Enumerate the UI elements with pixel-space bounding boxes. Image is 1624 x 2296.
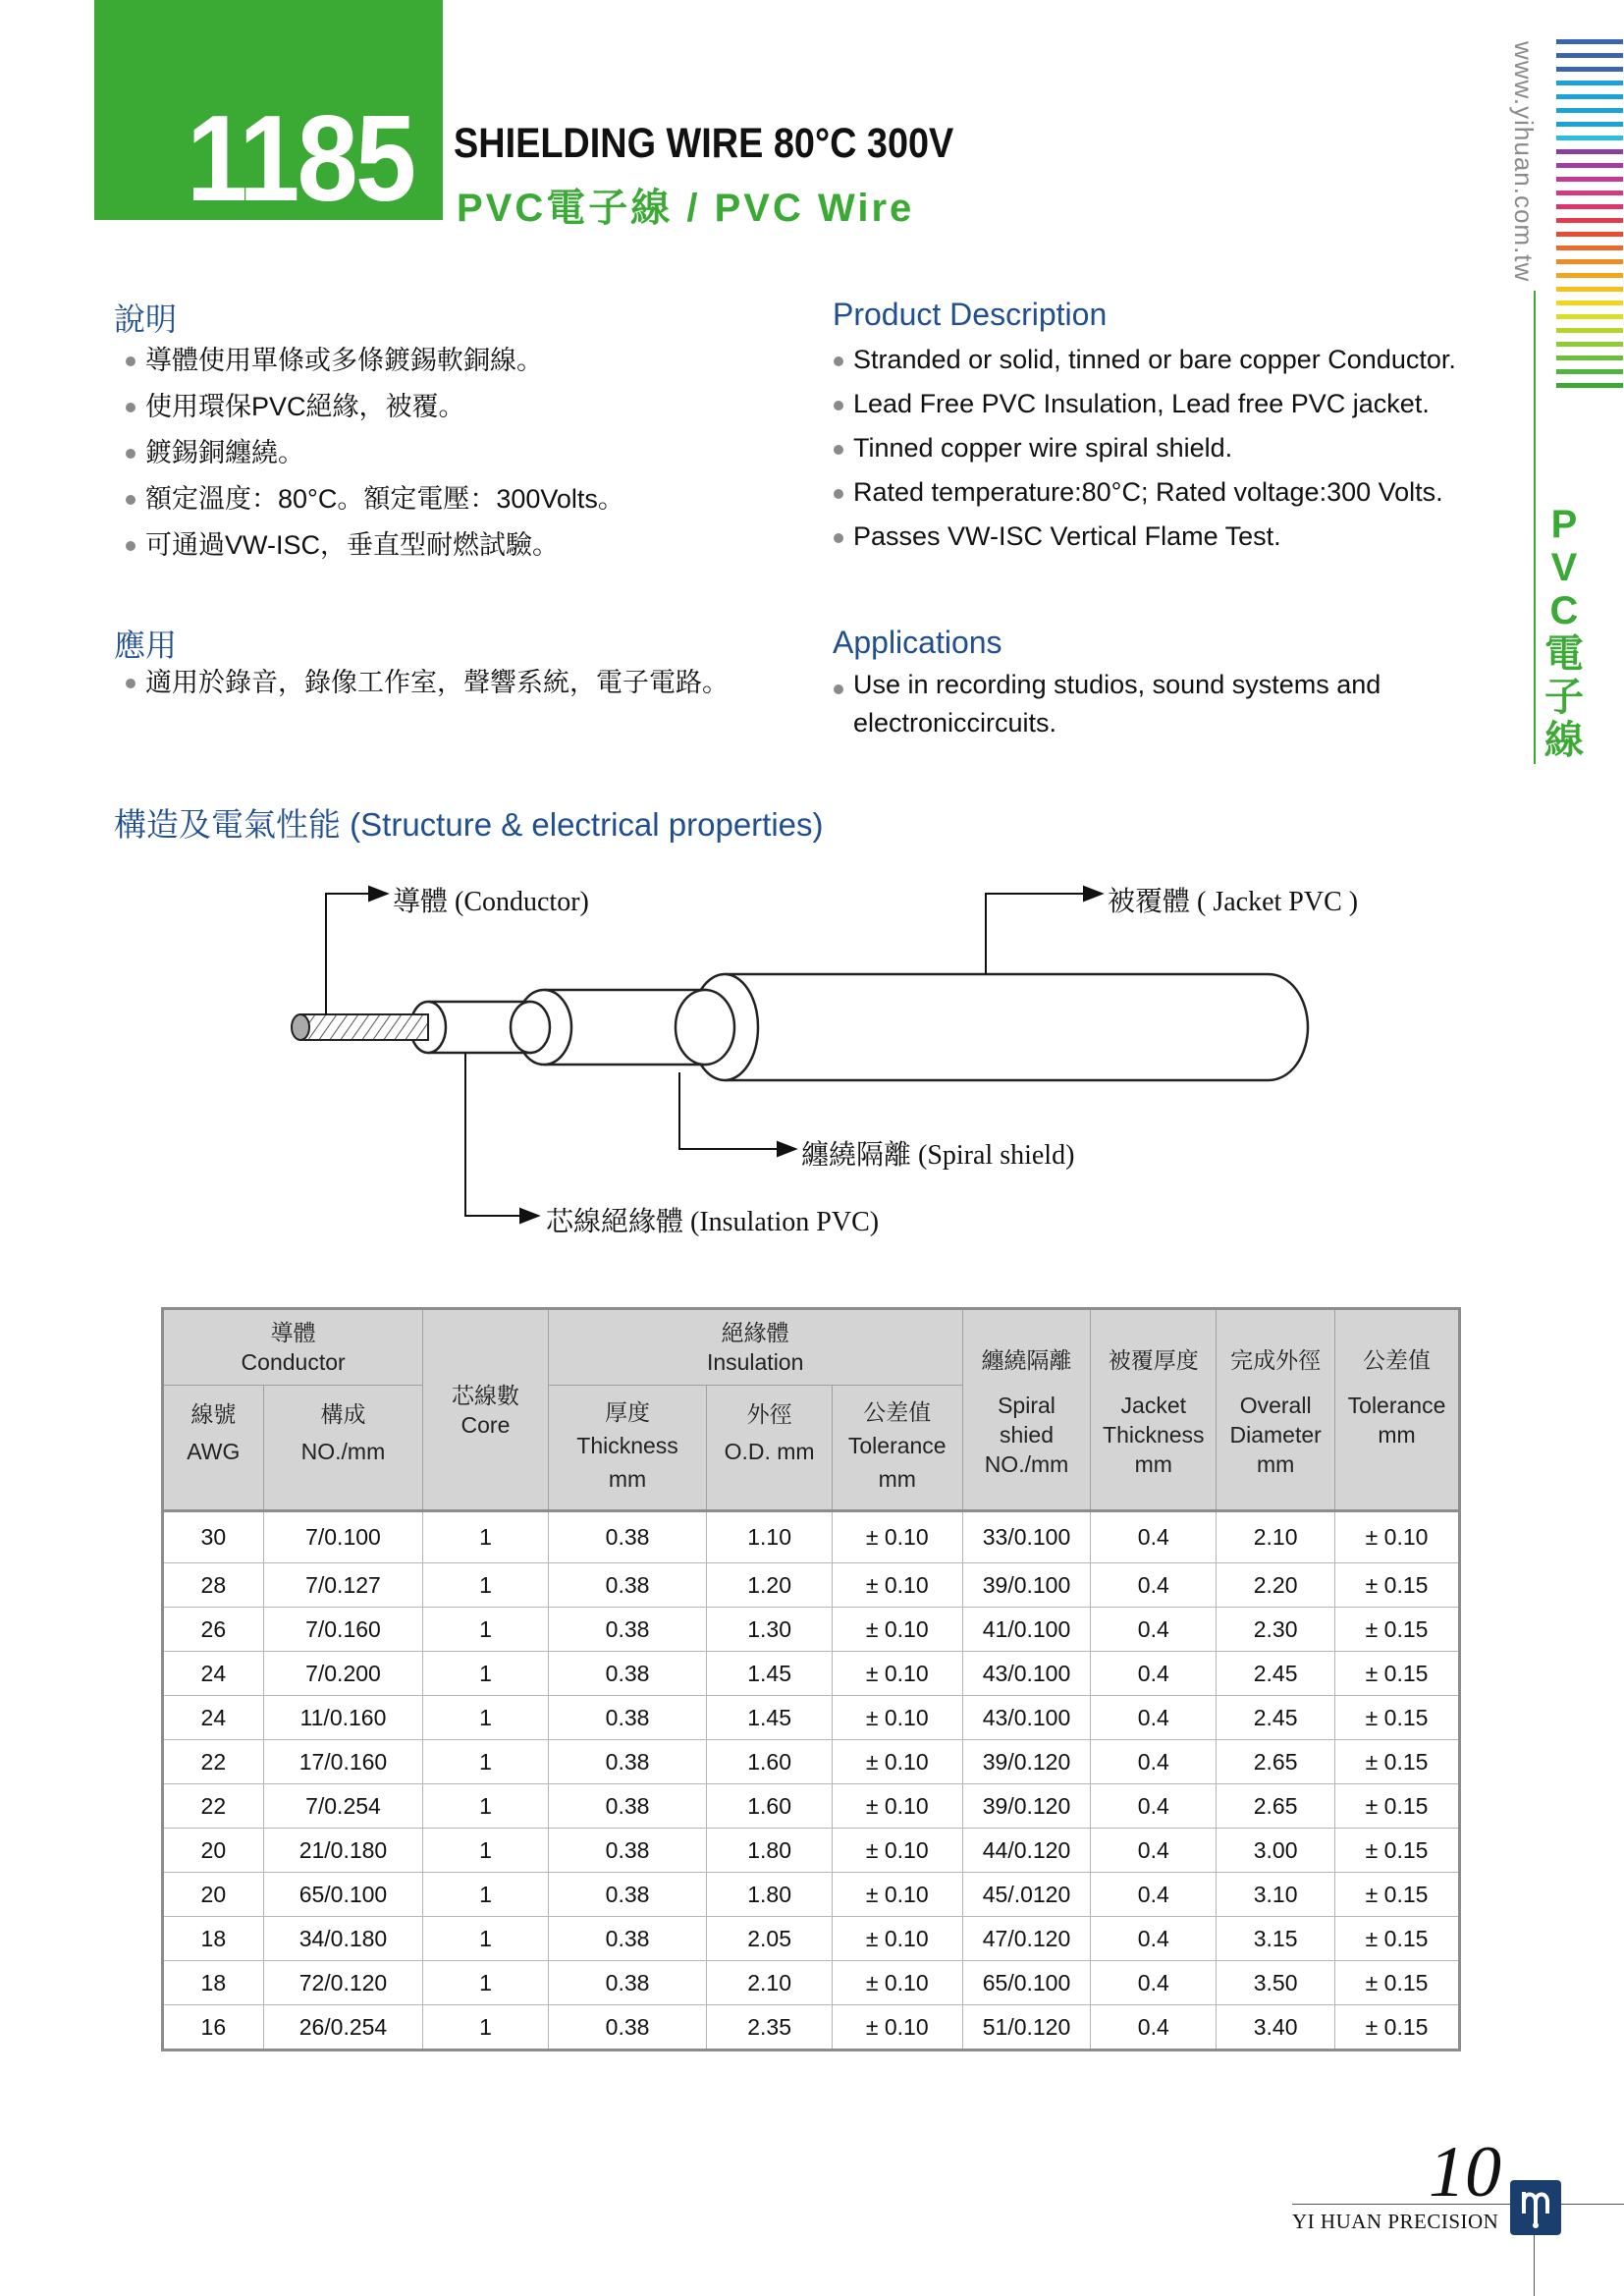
cell-construction: 7/0.127	[263, 1563, 423, 1608]
cell-construction: 26/0.254	[263, 2005, 423, 2050]
cell-construction: 11/0.160	[263, 1696, 423, 1740]
cell-overall: 2.45	[1217, 1652, 1335, 1696]
cell-spiral: 65/0.100	[962, 1961, 1091, 2005]
cell-spiral: 41/0.100	[962, 1608, 1091, 1652]
cell-awg: 20	[163, 1829, 264, 1873]
applications-heading-en: Applications	[833, 625, 1002, 660]
cell-tolerance: ± 0.15	[1335, 1784, 1460, 1829]
cell-od: 1.30	[707, 1608, 832, 1652]
spiral-shield-label: 纏繞隔離 (Spiral shield)	[801, 1140, 1075, 1171]
sidebar-char: P	[1550, 503, 1578, 546]
list-item: Rated temperature:80°C; Rated voltage:300 Volts.	[822, 470, 1456, 515]
list-item: 導體使用單條或多條鍍錫軟銅線。	[114, 338, 624, 384]
header-spiral-zh: 纏繞隔離	[981, 1347, 1072, 1373]
cell-construction: 34/0.180	[263, 1917, 423, 1961]
cell-ins-tolerance: ± 0.10	[832, 1511, 962, 1563]
cell-overall: 3.00	[1217, 1829, 1335, 1873]
cell-thickness: 0.38	[548, 1873, 707, 1917]
cell-spiral: 43/0.100	[962, 1696, 1091, 1740]
cell-core: 1	[423, 1784, 549, 1829]
header-od: 外徑 O.D. mm	[707, 1386, 832, 1511]
header-spiral-en: Spiral shied NO./mm	[984, 1393, 1069, 1477]
cell-spiral: 33/0.100	[962, 1511, 1091, 1563]
cell-awg: 22	[163, 1784, 264, 1829]
list-item: Use in recording studios, sound systems and electroniccircuits.	[822, 666, 1462, 742]
conductor-core	[292, 1014, 428, 1040]
cell-thickness: 0.38	[548, 1652, 707, 1696]
cell-core: 1	[423, 1696, 549, 1740]
list-item: Tinned copper wire spiral shield.	[822, 426, 1456, 470]
table-row	[163, 1784, 1460, 1829]
cell-tolerance: ± 0.15	[1335, 1563, 1460, 1608]
list-item: Lead Free PVC Insulation, Lead free PVC jacket.	[822, 382, 1456, 426]
header-awg: 線號 AWG	[163, 1386, 264, 1511]
cell-core: 1	[423, 1961, 549, 2005]
cell-spiral: 43/0.100	[962, 1652, 1091, 1696]
cell-spiral: 51/0.120	[962, 2005, 1091, 2050]
cell-construction: 7/0.160	[263, 1608, 423, 1652]
header-thickness: 厚度 Thickness mm	[548, 1386, 707, 1511]
cell-spiral: 47/0.120	[962, 1917, 1091, 1961]
cell-thickness: 0.38	[548, 1696, 707, 1740]
cell-tolerance: ± 0.15	[1335, 2005, 1460, 2050]
cell-overall: 2.65	[1217, 1740, 1335, 1784]
cell-overall: 2.65	[1217, 1784, 1335, 1829]
company-name: YI HUAN PRECISION	[1292, 2210, 1499, 2233]
table-row	[163, 1829, 1460, 1873]
cell-jacket: 0.4	[1091, 1696, 1217, 1740]
cell-thickness: 0.38	[548, 1740, 707, 1784]
cell-spiral: 44/0.120	[962, 1829, 1091, 1873]
cell-overall: 2.10	[1217, 1511, 1335, 1563]
website-url: www.yihuan.com.tw	[1509, 41, 1539, 283]
table-row	[163, 1563, 1460, 1608]
description-heading-en: Product Description	[833, 297, 1108, 332]
cell-thickness: 0.38	[548, 1961, 707, 2005]
header-jacket	[1091, 1309, 1217, 1511]
cell-od: 1.45	[707, 1696, 832, 1740]
conductor-label: 導體 (Conductor)	[393, 887, 589, 917]
cell-construction: 7/0.200	[263, 1652, 423, 1696]
cell-core: 1	[423, 1917, 549, 1961]
cell-awg: 30	[163, 1511, 264, 1563]
cell-od: 1.45	[707, 1652, 832, 1696]
list-item: 適用於錄音，錄像工作室，聲響系統，電子電路。	[114, 660, 729, 706]
table-row	[163, 1740, 1460, 1784]
cell-construction: 72/0.120	[263, 1961, 423, 2005]
cell-ins-tolerance: ± 0.10	[832, 1652, 962, 1696]
cell-jacket: 0.4	[1091, 1784, 1217, 1829]
list-item: Stranded or solid, tinned or bare copper Conductor.	[822, 338, 1456, 382]
specification-table	[161, 1307, 1461, 2051]
cell-core: 1	[423, 1740, 549, 1784]
header-overall-en: Overall Diameter mm	[1229, 1393, 1322, 1477]
cell-construction: 21/0.180	[263, 1829, 423, 1873]
cell-od: 2.05	[707, 1917, 832, 1961]
cell-spiral: 39/0.120	[962, 1784, 1091, 1829]
product-subtitle: PVC電子線 / PVC Wire	[457, 187, 915, 230]
cell-od: 1.60	[707, 1784, 832, 1829]
table-row	[163, 1873, 1460, 1917]
table-row	[163, 1917, 1460, 1961]
sidebar-char: 子	[1544, 676, 1584, 719]
insulation-label: 芯線絕緣體 (Insulation PVC)	[546, 1207, 880, 1237]
cell-awg: 22	[163, 1740, 264, 1784]
cell-tolerance: ± 0.15	[1335, 1873, 1460, 1917]
description-heading-zh: 說明	[114, 301, 178, 337]
cell-ins-tolerance: ± 0.10	[832, 1696, 962, 1740]
table-row	[163, 1608, 1460, 1652]
product-title: SHIELDING WIRE 80°C 300V	[454, 120, 954, 167]
cell-core: 1	[423, 2005, 549, 2050]
cell-construction: 7/0.254	[263, 1784, 423, 1829]
cell-awg: 16	[163, 2005, 264, 2050]
cell-ins-tolerance: ± 0.10	[832, 1961, 962, 2005]
cell-jacket: 0.4	[1091, 1511, 1217, 1563]
cell-tolerance: ± 0.15	[1335, 1829, 1460, 1873]
cell-overall: 3.15	[1217, 1917, 1335, 1961]
cell-jacket: 0.4	[1091, 1917, 1217, 1961]
cell-awg: 24	[163, 1652, 264, 1696]
header-jacket-en: Jacket Thickness mm	[1103, 1393, 1205, 1477]
cell-core: 1	[423, 1608, 549, 1652]
cell-construction: 7/0.100	[263, 1511, 423, 1563]
cell-od: 2.10	[707, 1961, 832, 2005]
cell-od: 1.20	[707, 1563, 832, 1608]
cell-ins-tolerance: ± 0.10	[832, 1917, 962, 1961]
cell-thickness: 0.38	[548, 1608, 707, 1652]
cell-jacket: 0.4	[1091, 1829, 1217, 1873]
cell-tolerance: ± 0.15	[1335, 1652, 1460, 1696]
cell-tolerance: ± 0.15	[1335, 1917, 1460, 1961]
cell-spiral: 39/0.100	[962, 1563, 1091, 1608]
cell-thickness: 0.38	[548, 1511, 707, 1563]
cell-ins-tolerance: ± 0.10	[832, 2005, 962, 2050]
cell-awg: 28	[163, 1563, 264, 1608]
list-item: 額定溫度：80°C。額定電壓：300Volts。	[114, 476, 624, 522]
cell-thickness: 0.38	[548, 1784, 707, 1829]
sidebar-char: V	[1550, 546, 1578, 589]
cell-jacket: 0.4	[1091, 1608, 1217, 1652]
header-spiral	[962, 1309, 1091, 1511]
header-overall-zh: 完成外徑	[1230, 1347, 1322, 1373]
jacket-layer	[691, 974, 1308, 1080]
cell-od: 1.60	[707, 1740, 832, 1784]
cell-ins-tolerance: ± 0.10	[832, 1563, 962, 1608]
list-item: Passes VW-ISC Vertical Flame Test.	[822, 515, 1456, 559]
header-tolerance-en: Tolerance mm	[1347, 1393, 1446, 1448]
header-overall	[1217, 1309, 1335, 1511]
cell-tolerance: ± 0.10	[1335, 1511, 1460, 1563]
cell-construction: 65/0.100	[263, 1873, 423, 1917]
cell-core: 1	[423, 1511, 549, 1563]
cell-ins-tolerance: ± 0.10	[832, 1829, 962, 1873]
header-jacket-zh: 被覆厚度	[1108, 1347, 1199, 1373]
cell-jacket: 0.4	[1091, 1563, 1217, 1608]
cell-awg: 18	[163, 1961, 264, 2005]
cell-od: 1.80	[707, 1829, 832, 1873]
cell-jacket: 0.4	[1091, 1961, 1217, 2005]
header-conductor: 導體 Conductor	[163, 1309, 423, 1386]
cell-construction: 17/0.160	[263, 1740, 423, 1784]
list-item: 使用環保PVC絕緣，被覆。	[114, 384, 624, 430]
model-number: 1185	[187, 91, 414, 227]
cell-ins-tolerance: ± 0.10	[832, 1784, 962, 1829]
cell-spiral: 45/.0120	[962, 1873, 1091, 1917]
header-tolerance-zh: 公差值	[1363, 1347, 1432, 1373]
cell-tolerance: ± 0.15	[1335, 1696, 1460, 1740]
cell-ins-tolerance: ± 0.10	[832, 1608, 962, 1652]
cell-thickness: 0.38	[548, 1829, 707, 1873]
page-number: 10	[1429, 2132, 1501, 2213]
cell-overall: 3.40	[1217, 2005, 1335, 2050]
table-row	[163, 1652, 1460, 1696]
cell-core: 1	[423, 1829, 549, 1873]
cell-jacket: 0.4	[1091, 1873, 1217, 1917]
cell-thickness: 0.38	[548, 2005, 707, 2050]
cell-jacket: 0.4	[1091, 2005, 1217, 2050]
header-ins-tolerance: 公差值 Tolerance mm	[832, 1386, 962, 1511]
sidebar-char: 電	[1544, 632, 1584, 676]
table-row	[163, 1511, 1460, 1563]
cell-jacket: 0.4	[1091, 1652, 1217, 1696]
cell-core: 1	[423, 1873, 549, 1917]
cell-od: 2.35	[707, 2005, 832, 2050]
cell-awg: 24	[163, 1696, 264, 1740]
cell-tolerance: ± 0.15	[1335, 1961, 1460, 2005]
cell-tolerance: ± 0.15	[1335, 1740, 1460, 1784]
jacket-label: 被覆體 ( Jacket PVC )	[1108, 887, 1359, 917]
cell-awg: 20	[163, 1873, 264, 1917]
cell-ins-tolerance: ± 0.10	[832, 1740, 962, 1784]
insulation-layer	[410, 1002, 550, 1053]
list-item: 可通過VW-ISC，垂直型耐燃試驗。	[114, 522, 624, 569]
cell-thickness: 0.38	[548, 1917, 707, 1961]
header-construction: 構成 NO./mm	[263, 1386, 423, 1511]
header-core: 芯線數 Core	[423, 1309, 549, 1511]
table-row	[163, 2005, 1460, 2050]
sidebar-char: 線	[1544, 719, 1584, 762]
cell-core: 1	[423, 1652, 549, 1696]
cell-overall: 3.10	[1217, 1873, 1335, 1917]
cell-ins-tolerance: ± 0.10	[832, 1873, 962, 1917]
company-logo-icon	[1510, 2180, 1561, 2235]
cell-od: 1.10	[707, 1511, 832, 1563]
cell-awg: 18	[163, 1917, 264, 1961]
applications-heading-zh: 應用	[114, 628, 178, 663]
header-tolerance	[1335, 1309, 1460, 1511]
table-row	[163, 1696, 1460, 1740]
header-insulation: 絕緣體 Insulation	[548, 1309, 962, 1386]
table-row	[163, 1961, 1460, 2005]
cell-spiral: 39/0.120	[962, 1740, 1091, 1784]
sidebar-char: C	[1549, 589, 1579, 632]
cell-core: 1	[423, 1563, 549, 1608]
cell-overall: 3.50	[1217, 1961, 1335, 2005]
cell-overall: 2.30	[1217, 1608, 1335, 1652]
structure-heading: 構造及電氣性能 (Structure & electrical properties)	[114, 806, 824, 843]
cell-od: 1.80	[707, 1873, 832, 1917]
cell-overall: 2.20	[1217, 1563, 1335, 1608]
cell-awg: 26	[163, 1608, 264, 1652]
cell-tolerance: ± 0.15	[1335, 1608, 1460, 1652]
list-item: 鍍錫銅纏繞。	[114, 430, 624, 476]
cell-thickness: 0.38	[548, 1563, 707, 1608]
cell-jacket: 0.4	[1091, 1740, 1217, 1784]
cell-overall: 2.45	[1217, 1696, 1335, 1740]
